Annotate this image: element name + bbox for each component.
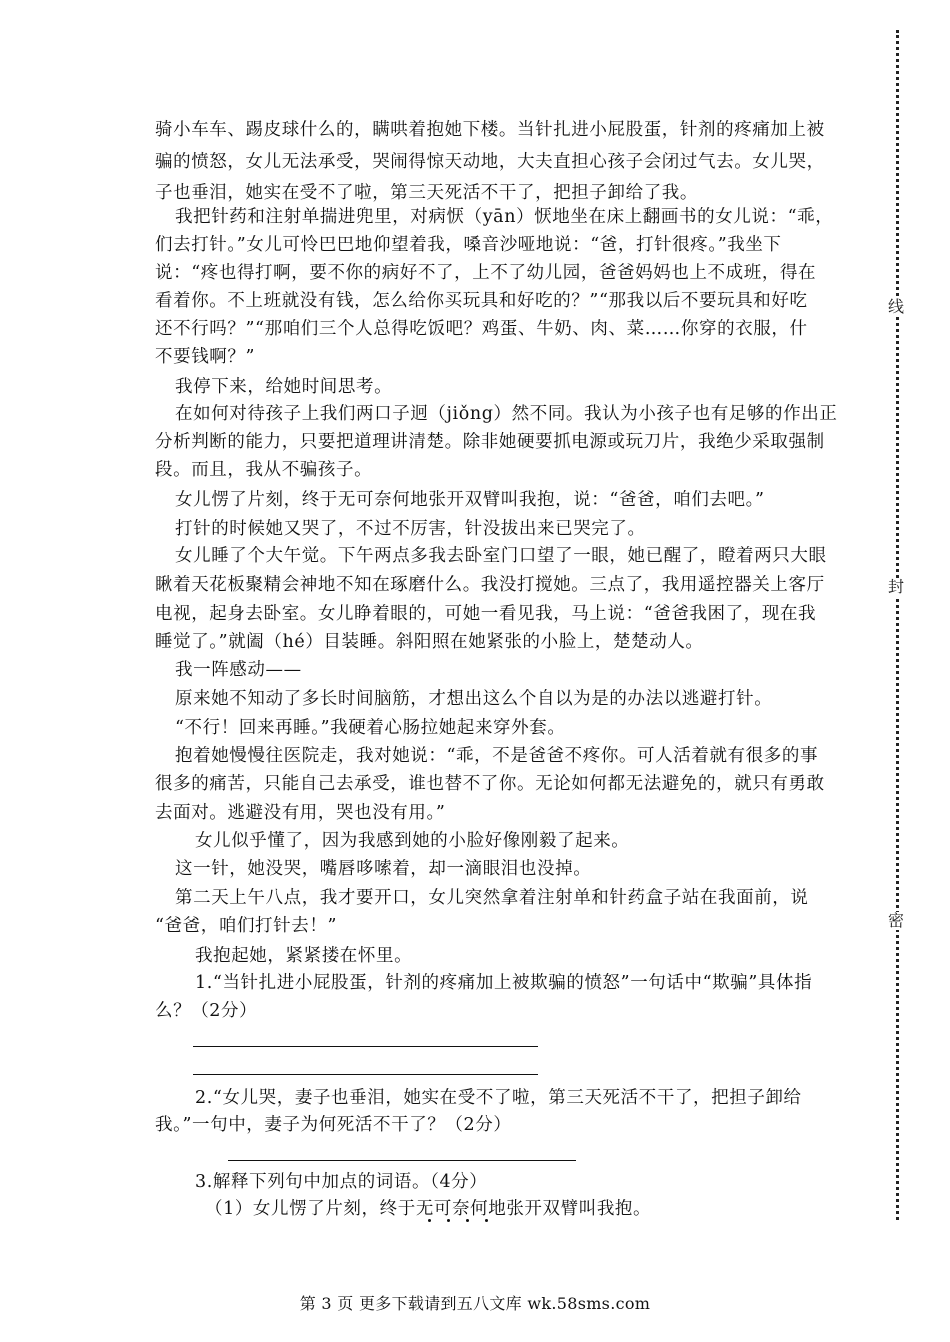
- body-line: 骗的愤怒，女儿无法承受，哭闹得惊天动地，大夫直担心孩子会闭过气去。女儿哭，: [155, 152, 825, 172]
- article-body: [155, 0, 895, 1240]
- body-line: 我把针药和注射单揣进兜里，对病恹（yān）恹地坐在床上翻画书的女儿说：“乖，: [175, 207, 834, 227]
- body-line: 子也垂泪，她实在受不了啦，第三天死活不干了，把担子卸给了我。: [155, 183, 698, 203]
- body-line: 看着你。不上班就没有钱，怎么给你买玩具和好吃的？”“那我以后不要玩具和好吃: [155, 291, 808, 311]
- body-line: 骑小车车、踢皮球什么的，瞒哄着抱她下楼。当针扎进小屁股蛋，针剂的疼痛加上被: [155, 120, 825, 140]
- answer-line-1a[interactable]: [193, 1046, 538, 1047]
- body-line: 电视，起身去卧室。女儿睁着眼的，可她一看见我，马上说：“爸爸我困了，现在我: [155, 604, 817, 624]
- body-line: 们去打针。”女儿可怜巴巴地仰望着我，嗓音沙哑地说：“爸，打针很疼。”我坐下: [155, 235, 782, 255]
- body-line: 这一针，她没哭，嘴唇哆嗦着，却一滴眼泪也没掉。: [175, 859, 592, 879]
- question-2: 2.“女儿哭，妻子也垂泪，她实在受不了啦，第三天死活不干了，把担子卸给: [195, 1088, 802, 1108]
- answer-line-2[interactable]: [228, 1160, 576, 1161]
- body-line: “不行！回来再睡。”我硬着心肠拉她起来穿外套。: [175, 718, 566, 738]
- emphasis-dot: [428, 1219, 431, 1222]
- body-line: 说：“疼也得打啊，要不你的病好不了，上不了幼儿园，爸爸妈妈也上不成班，得在: [155, 263, 817, 283]
- body-line: 我抱起她，紧紧搂在怀里。: [195, 946, 413, 966]
- question-3: 3.解释下列句中加点的词语。（4分）: [195, 1172, 488, 1192]
- page-footer: 第 3 页 更多下载请到五八文库 wk.58sms.com: [299, 1294, 651, 1313]
- emphasis-dot: [447, 1219, 450, 1222]
- body-line: 原来她不知动了多长时间脑筋，才想出这么个自以为是的办法以逃避打针。: [175, 689, 773, 709]
- body-line: 在如何对待孩子上我们两口子迥（jiǒng）然不同。我认为小孩子也有足够的作出正: [175, 404, 838, 424]
- body-line: 分析判断的能力，只要把道理讲清楚。除非她硬要抓电源或玩刀片，我绝少采取强制: [155, 432, 825, 452]
- body-line: 睡觉了。”就阖（hé）目装睡。斜阳照在她紧张的小脸上，楚楚动人。: [155, 632, 704, 652]
- question-2-points: 我。”一句中，妻子为何死活不干了？（2分）: [155, 1115, 512, 1135]
- body-line: “爸爸，咱们打针去！”: [155, 916, 337, 936]
- body-line: 不要钱啊？”: [155, 347, 256, 367]
- binding-mark-seal: 封: [888, 577, 905, 596]
- binding-margin-dotted-line: [896, 30, 899, 1220]
- body-line: 我停下来，给她时间思考。: [175, 377, 393, 397]
- question-1-points: 么？（2分）: [155, 1001, 258, 1021]
- answer-line-1b[interactable]: [193, 1074, 538, 1075]
- binding-mark-line: 线: [888, 297, 905, 316]
- emphasis-dot: [485, 1219, 488, 1222]
- question-3-item-1: （1）女儿愣了片刻，终于无可奈何地张开双臂叫我抱。: [205, 1199, 652, 1219]
- body-line: 很多的痛苦，只能自己去承受，谁也替不了你。无论如何都无法避免的，就只有勇敢: [155, 774, 825, 794]
- body-line: 打针的时候她又哭了，不过不厉害，针没拔出来已哭完了。: [175, 519, 646, 539]
- body-line: 我一阵感动——: [175, 660, 302, 680]
- body-line: 第二天上午八点，我才要开口，女儿突然拿着注射单和针药盒子站在我面前，说: [175, 888, 809, 908]
- binding-mark-secret: 密: [888, 911, 905, 930]
- body-line: 女儿睡了个大午觉。下午两点多我去卧室门口望了一眼，她已醒了，瞪着两只大眼: [175, 546, 827, 566]
- body-line: 瞅着天花板聚精会神地不知在琢磨什么。我没打搅她。三点了，我用遥控器关上客厅: [155, 575, 825, 595]
- question-1: 1.“当针扎进小屁股蛋，针剂的疼痛加上被欺骗的愤怒”一句话中“欺骗”具体指: [195, 973, 813, 993]
- body-line: 段。而且，我从不骗孩子。: [155, 460, 373, 480]
- body-line: 去面对。逃避没有用，哭也没有用。”: [155, 803, 446, 823]
- emphasis-dot: [466, 1219, 469, 1222]
- body-line: 女儿似乎懂了，因为我感到她的小脸好像刚毅了起来。: [195, 831, 630, 851]
- body-line: 女儿愣了片刻，终于无可奈何地张开双臂叫我抱，说：“爸爸，咱们去吧。”: [175, 490, 765, 510]
- body-line: 还不行吗？”“那咱们三个人总得吃饭吧？鸡蛋、牛奶、肉、菜……你穿的衣服，什: [155, 319, 808, 339]
- body-line: 抱着她慢慢往医院走，我对她说：“乖，不是爸爸不疼你。可人活着就有很多的事: [175, 746, 819, 766]
